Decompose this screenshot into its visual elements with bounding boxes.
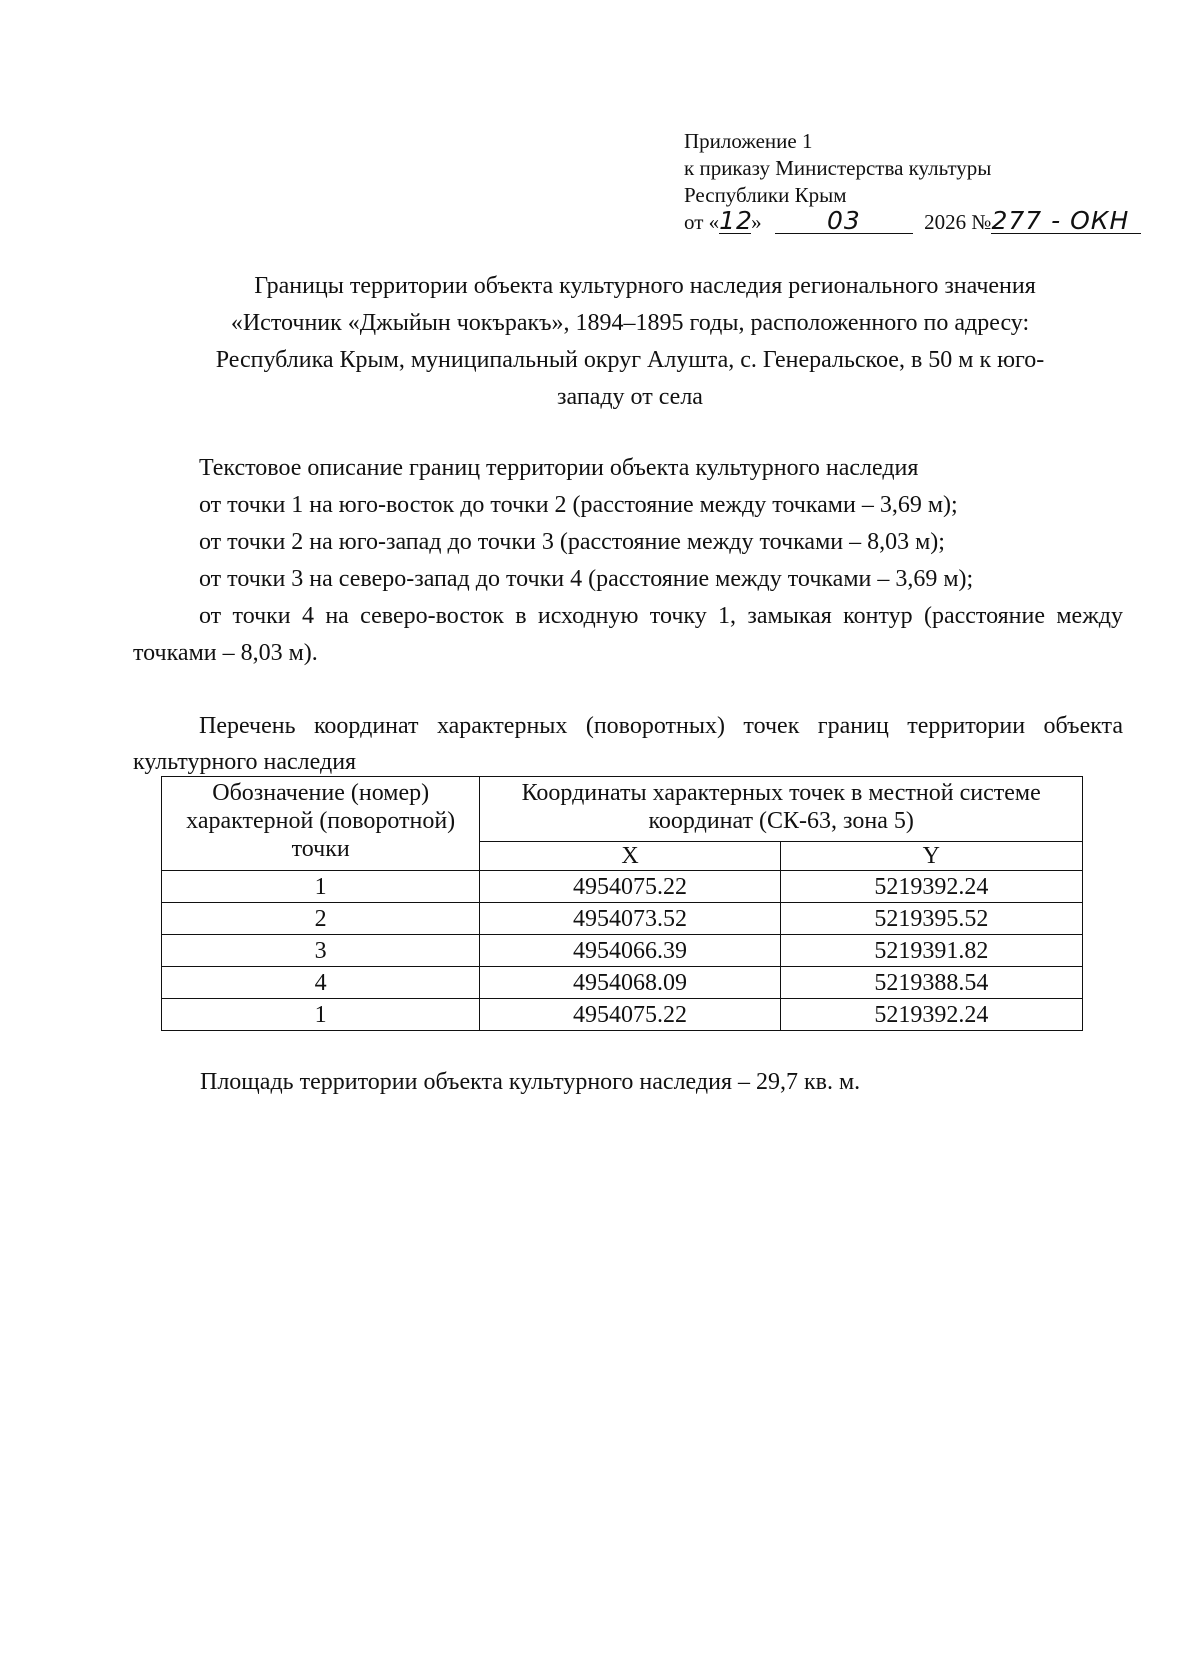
cell-point: 3: [162, 935, 480, 967]
cell-y: 5219395.52: [780, 903, 1082, 935]
cell-x: 4954068.09: [480, 967, 780, 999]
boundary-description: [133, 450, 1123, 672]
cell-x: 4954073.52: [480, 903, 780, 935]
table-row: [162, 871, 1083, 903]
description-item: от точки 4 на северо-восток в исходную точку 1, замыкая контур (расстояние между точками – 8,03 м).: [133, 603, 1123, 666]
cell-x: 4954075.22: [480, 871, 780, 903]
cell-point: 2: [162, 903, 480, 935]
cell-x: 4954066.39: [480, 935, 780, 967]
cell-point: 1: [162, 999, 480, 1031]
appendix-order-ref: к приказу Министерства культуры: [684, 156, 992, 180]
description-item: от точки 3 на северо-запад до точки 4 (расстояние между точками – 3,69 м);: [199, 566, 974, 592]
title-line: Республика Крым, муниципальный округ Алушта, с. Генеральское, в 50 м к юго-: [215, 347, 1045, 373]
description-heading: Текстовое описание границ территории объекта культурного наследия: [199, 455, 919, 481]
coordinates-list-intro: Перечень координат характерных (поворотных) точек границ территории объекта культурного наследия: [133, 713, 1123, 775]
territory-area: Площадь территории объекта культурного наследия – 29,7 кв. м.: [200, 1069, 861, 1095]
cell-x: 4954075.22: [480, 999, 780, 1031]
description-item: от точки 2 на юго-запад до точки 3 (расстояние между точками – 8,03 м);: [199, 529, 945, 555]
title-line: западу от села: [557, 384, 703, 410]
date-year: 2026 №: [924, 210, 992, 234]
appendix-header: [684, 128, 1164, 236]
cell-y: 5219391.82: [780, 935, 1082, 967]
description-item: от точки 1 на юго-восток до точки 2 (расстояние между точками – 3,69 м);: [199, 492, 958, 518]
title-line: «Источник «Джыйын чокъракъ», 1894–1895 годы, расположенного по адресу:: [230, 310, 1030, 336]
table-row: [162, 935, 1083, 967]
cell-y: 5219388.54: [780, 967, 1082, 999]
handwritten-month: 03: [775, 209, 913, 234]
handwritten-day: 12: [719, 206, 753, 235]
cell-point: 1: [162, 871, 480, 903]
header-y: Y: [780, 842, 1082, 871]
appendix-republic: Республики Крым: [684, 183, 847, 207]
coordinates-table: [161, 776, 1083, 1031]
table-row: [162, 967, 1083, 999]
date-day-close: »: [751, 210, 762, 234]
cell-y: 5219392.24: [780, 999, 1082, 1031]
header-coordinates: Координаты характерных точек в местной системе координат (СК-63, зона 5): [480, 777, 1083, 842]
table-row: [162, 903, 1083, 935]
header-point-designation: Обозначение (номер) характерной (поворотной) точки: [162, 777, 480, 871]
handwritten-order-number: 277 - ОКН: [991, 209, 1141, 234]
appendix-date-line: [684, 206, 1164, 236]
title-line: Границы территории объекта культурного наследия регионального значения: [254, 273, 1036, 299]
date-prefix: от «: [684, 210, 720, 234]
cell-y: 5219392.24: [780, 871, 1082, 903]
table-row: [162, 999, 1083, 1031]
appendix-title: Приложение 1: [684, 129, 813, 153]
cell-point: 4: [162, 967, 480, 999]
document-title: [140, 268, 1120, 416]
header-x: X: [480, 842, 780, 871]
